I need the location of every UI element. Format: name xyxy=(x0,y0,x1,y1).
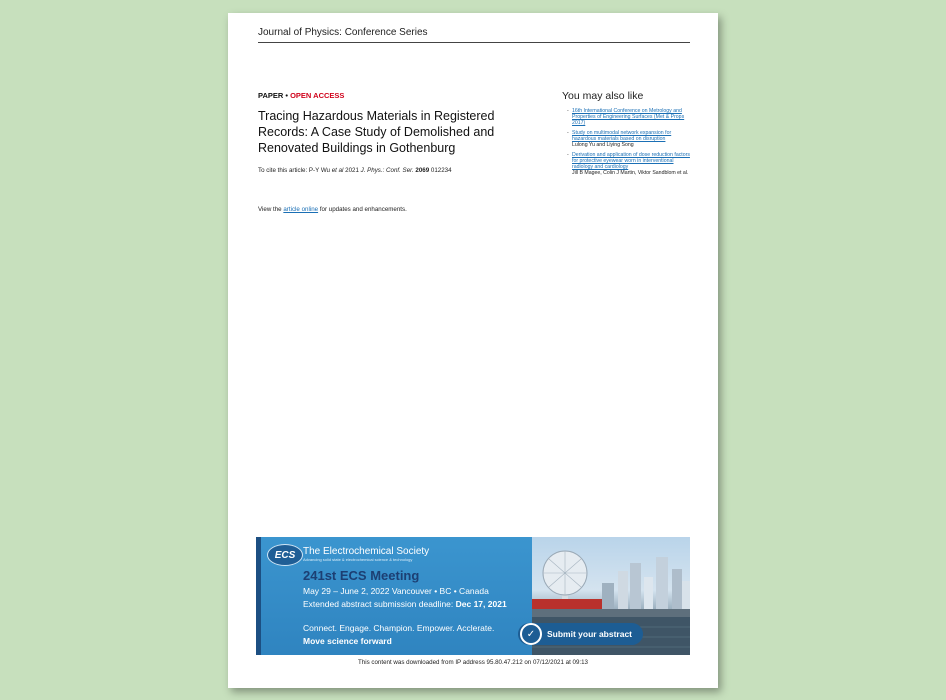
citation xyxy=(258,167,558,174)
list-item xyxy=(567,152,690,176)
bullet-icon: - xyxy=(567,108,569,114)
paper-type: PAPER xyxy=(258,91,284,100)
ecs-society-tagline: Advancing solid state & electrochemical science & technology xyxy=(303,557,413,562)
vancouver-photo xyxy=(526,537,690,655)
journal-header: Journal of Physics: Conference Series xyxy=(258,27,690,43)
submit-abstract-button[interactable] xyxy=(518,623,643,645)
related-link[interactable]: 16th International Conference on Metrology and Properties of Engineering Surfaces (Met & Props 2017) xyxy=(572,108,685,126)
related-link[interactable]: Study on multimodal network expansion for hazardous materials based on disruption xyxy=(572,130,672,142)
paper-tag-separator: • xyxy=(283,91,291,100)
view-suffix: for updates and enhancements. xyxy=(318,206,407,213)
related-heading: You may also like xyxy=(562,90,644,102)
bullet-icon: - xyxy=(567,152,569,158)
citation-article-no: 012234 xyxy=(429,167,452,174)
document-page xyxy=(228,13,718,688)
article-title: Tracing Hazardous Materials in Registered Records: A Case Study of Demolished and Renovated Buildings in Gothenburg xyxy=(258,109,495,155)
related-link[interactable]: Derivation and application of dose reduction factors for protective eyewear worn in interventional radiology and cardiology xyxy=(572,152,690,170)
ecs-logo-icon: ECS xyxy=(267,544,303,566)
paper-tag xyxy=(258,91,344,100)
ecs-society-name: The Electrochemical Society xyxy=(303,546,430,557)
ad-stripe xyxy=(256,537,261,655)
deadline-date: Dec 17, 2021 xyxy=(455,599,507,609)
open-access-badge: OPEN ACCESS xyxy=(290,91,345,100)
citation-volume: 2069 xyxy=(415,167,430,174)
citation-journal: J. Phys.: Conf. Ser. xyxy=(360,167,414,174)
ad-motto: Move science forward xyxy=(303,636,392,646)
check-icon: ✓ xyxy=(520,623,542,645)
related-list xyxy=(567,108,690,180)
view-prefix: View the xyxy=(258,206,284,213)
citation-prefix: To cite this article: P-Y Wu xyxy=(258,167,332,174)
meeting-title: 241st ECS Meeting xyxy=(303,568,420,583)
citation-etal: et al xyxy=(331,167,344,174)
ecs-ad-banner[interactable] xyxy=(256,537,690,655)
citation-year: 2021 xyxy=(343,167,361,174)
article-online-link[interactable]: article online xyxy=(283,206,319,213)
related-authors: Lulong Yu and Liying Song xyxy=(572,142,634,148)
list-item xyxy=(567,130,690,148)
list-item xyxy=(567,108,690,126)
deadline-label: Extended abstract submission deadline: xyxy=(303,599,456,609)
view-online xyxy=(258,206,558,213)
submission-deadline xyxy=(303,599,507,609)
submit-abstract-label: Submit your abstract xyxy=(547,629,633,639)
ad-tagline: Connect. Engage. Champion. Empower. Acclerate. xyxy=(303,623,495,633)
bullet-icon: - xyxy=(567,130,569,136)
related-authors: Jill B Magee, Colin J Martin, Viktor Sandblom et al. xyxy=(572,170,689,176)
meeting-dates: May 29 – June 2, 2022 Vancouver • BC • Canada xyxy=(303,586,489,596)
download-note: This content was downloaded from IP address 95.80.47.212 on 07/12/2021 at 09:13 xyxy=(357,659,589,666)
